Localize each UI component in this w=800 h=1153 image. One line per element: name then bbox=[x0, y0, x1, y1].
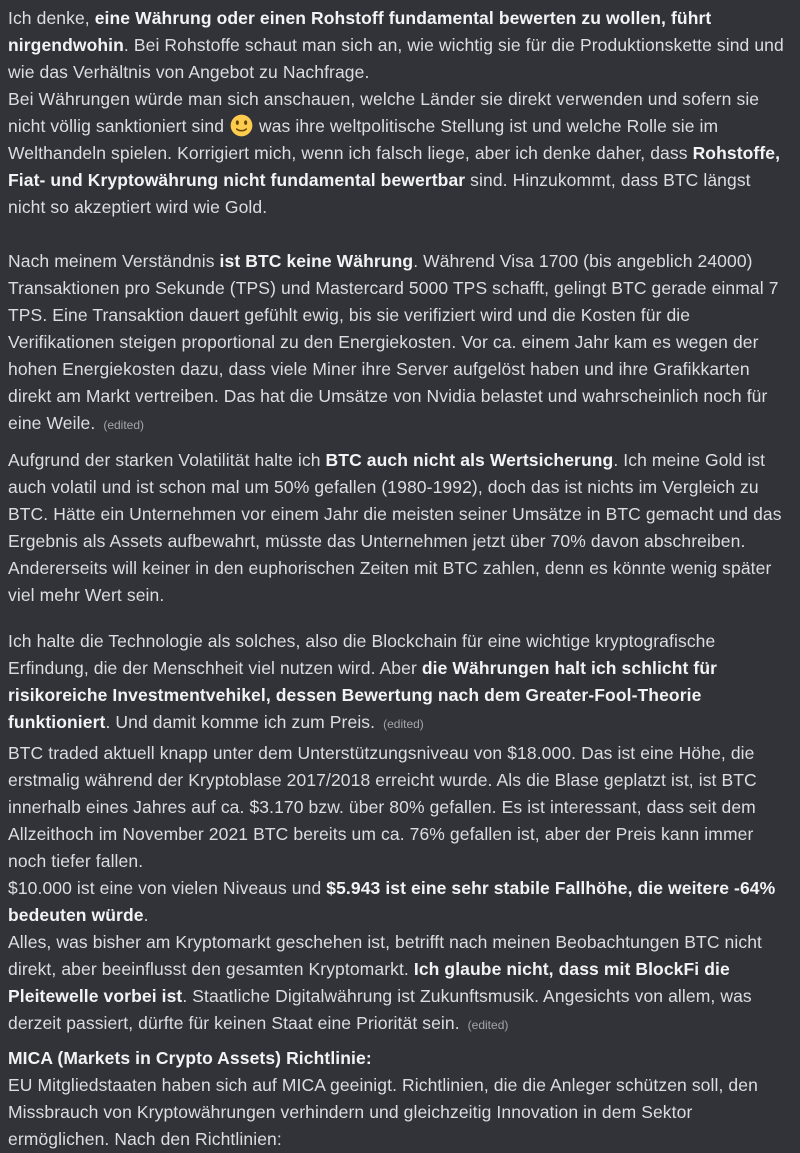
text-run: . Bei Rohstoffe schaut man sich an, wie wichtig sie für die Produktionskette sind und wie das Verhältnis von Angebot zu Nachfrage. Bei Währungen würde man sich anschauen, welche Länder sie direkt verwenden und sofern sie nicht völlig sanktioniert sind bbox=[8, 35, 784, 136]
text-run: Ich denke, bbox=[8, 8, 95, 28]
chat-message bbox=[8, 5, 792, 439]
message-paragraph bbox=[8, 628, 792, 738]
edited-badge: (edited) bbox=[467, 1018, 509, 1032]
chat-message bbox=[8, 740, 792, 1039]
chat-message bbox=[8, 447, 792, 609]
bold-text-run: eine Währung oder einen Rohstoff fundamental bewerten zu wollen, führt nirgendwohin bbox=[8, 8, 717, 55]
chat-message bbox=[8, 628, 792, 738]
bold-text-run: die Währungen halt ich schlicht für risikoreiche Investmentvehikel, dessen Bewertung nach dem Greater-Fool-Theorie funktioniert bbox=[8, 658, 723, 732]
message-paragraph bbox=[8, 248, 792, 439]
text-run: EU Mitgliedstaaten haben sich auf MICA geeinigt. Richtlinien, die die Anleger schützen soll, den Missbrauch von Kryptowährungen verhindern und gleichzeitig Innovation in dem Sektor ermöglichen. Nach den Richtlinien: bbox=[8, 1075, 758, 1149]
text-run: Nach meinem Verständnis bbox=[8, 251, 220, 271]
text-run: . Ich meine Gold ist auch volatil und ist schon mal um 50% gefallen (1980-1992), doch das ist nichts im Vergleich zu BTC. Hätte ein Unternehmen vor einem Jahr die meisten seiner Umsätze in BTC gemacht und das Ergebnis als Assets aufbewahrt, müsste das Unternehmen jetzt über 70% davon abschreiben. Andererseits will keiner in den euphorischen Zeiten mit BTC zahlen, denn es könnte wenig später viel mehr Wert sein. bbox=[8, 450, 787, 605]
chat-message bbox=[8, 1045, 792, 1153]
message-paragraph bbox=[8, 740, 792, 1039]
text-run: . Und damit komme ich zum Preis. bbox=[105, 712, 381, 732]
text-run: Aufgrund der starken Volatilität halte ich bbox=[8, 450, 326, 470]
slight-smile-emoji bbox=[230, 114, 253, 137]
edited-badge: (edited) bbox=[383, 717, 424, 731]
bold-text-run: Ich glaube nicht, dass mit BlockFi die Pleitewelle vorbei ist bbox=[8, 959, 735, 1006]
text-run: sind. Hinzukommt, dass BTC längst nicht so akzeptiert wird wie Gold. bbox=[8, 170, 756, 217]
text-run: . Während Visa 1700 (bis angeblich 24000) Transaktionen pro Sekunde (TPS) und Mastercard 5000 TPS schafft, gelingt BTC gerade einmal 7 TPS. Eine Transaktion dauert gefühlt ewig, bis sie verifiziert wird und die Kosten für die Verifikationen steigen proportional zu den Energiekosten. Vor ca. einem Jahr kam es wegen der hohen Energiekosten dazu, dass viele Miner ihre Server aufgelöst haben und ihre Grafikkarten direkt am Markt vertreiben. Das hat die Umsätze von Nvidia belastet und wahrscheinlich noch für eine Weile. bbox=[8, 251, 784, 433]
bold-text-run: $5.943 ist eine sehr stabile Fallhöhe, die weitere -64% bedeuten würde bbox=[8, 878, 781, 925]
message-paragraph bbox=[8, 5, 792, 221]
text-run: . Alles, was bisher am Kryptomarkt geschehen ist, betrifft nach meinen Beobachtungen BTC nicht direkt, aber beeinflusst den gesamten Kryptomarkt. bbox=[8, 905, 762, 979]
message-paragraph bbox=[8, 447, 792, 609]
bold-text-run: MICA (Markets in Crypto Assets) Richtlinie: bbox=[8, 1048, 372, 1068]
text-run: was ihre weltpolitische Stellung ist und welche Rolle sie im Welthandeln spielen. Korrigiert mich, wenn ich falsch liege, aber ich denke daher, dass bbox=[8, 116, 724, 163]
text-run: . Staatliche Digitalwährung ist Zukunftsmusik. Angesichts von allem, was derzeit passiert, dürfte für keinen Staat eine Priorität sein. bbox=[8, 986, 757, 1033]
text-run: Ich halte die Technologie als solches, also die Blockchain für eine wichtige kryptografische Erfindung, die der Menschheit viel nutzen wird. Aber bbox=[8, 631, 721, 678]
edited-badge: (edited) bbox=[103, 418, 145, 432]
bold-text-run: BTC auch nicht als Wertsicherung bbox=[325, 450, 614, 470]
message-paragraph bbox=[8, 1045, 792, 1153]
text-run: BTC traded aktuell knapp unter dem Unterstützungsniveau von $18.000. Das ist eine Höhe, die erstmalig während der Kryptoblase 2017/2018 erreicht wurde. Als die Blase geplatzt ist, ist BTC innerhalb eines Jahres auf ca. $3.170 bzw. über 80% gefallen. Es ist interessant, dass seit dem Allzeithoch im November 2021 BTC bereits um ca. 76% gefallen ist, aber der Preis kann immer noch tiefer fallen. $10.000 ist eine von vielen Niveaus und bbox=[8, 743, 757, 898]
bold-text-run: Rohstoffe, Fiat- und Kryptowährung nicht fundamental bewertbar bbox=[8, 143, 786, 190]
bold-text-run: ist BTC keine Währung bbox=[219, 251, 414, 271]
